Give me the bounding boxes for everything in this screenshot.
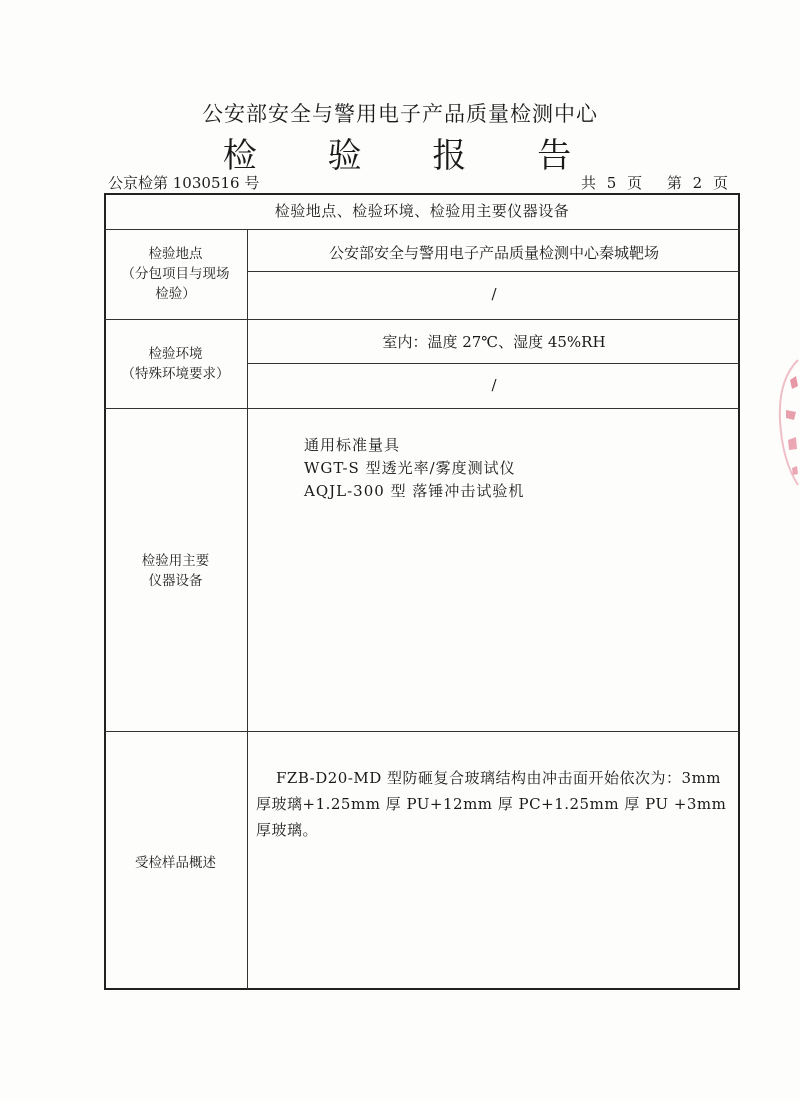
row-divider xyxy=(104,408,740,409)
report-title: 检 验 报 告 xyxy=(222,136,602,176)
page-info xyxy=(567,172,728,193)
report-number: 公京检第 1030516 号 xyxy=(108,174,260,192)
environment-value: 室内：温度 27℃、湿度 45%RH xyxy=(382,333,606,351)
equipment-label xyxy=(104,551,247,591)
section-title: 检验地点、检验环境、检验用主要仪器设备 xyxy=(274,202,570,220)
sample-label xyxy=(104,853,247,873)
environment-subvalue: / xyxy=(491,376,497,394)
page-number: 第 2 页 xyxy=(666,174,728,192)
location-label-line: （分包项目与现场 xyxy=(121,266,230,282)
subrow-divider xyxy=(248,363,740,364)
total-pages: 共 5 页 xyxy=(581,174,643,192)
seal-stamp-fragment xyxy=(768,340,800,500)
equipment-label-line: 检验用主要 xyxy=(141,553,210,569)
environment-label-line: （特殊环境要求） xyxy=(121,366,230,382)
environment-label xyxy=(104,344,247,384)
location-label xyxy=(104,244,247,304)
location-label-line: 检验） xyxy=(155,286,196,302)
location-label-line: 检验地点 xyxy=(148,246,203,262)
equipment-item: WGT-S 型透光率/雾度测试仪 xyxy=(304,459,516,477)
equipment-item: AQJL-300 型 落锤冲击试验机 xyxy=(304,482,525,500)
location-subvalue: / xyxy=(491,285,497,303)
location-value: 公安部安全与警用电子产品质量检测中心秦城靶场 xyxy=(328,244,659,262)
row-divider xyxy=(104,319,740,320)
header-divider xyxy=(104,229,740,230)
subrow-divider xyxy=(248,271,740,272)
environment-label-line: 检验环境 xyxy=(148,346,203,362)
equipment-item: 通用标准量具 xyxy=(304,436,401,454)
organization-title: 公安部安全与警用电子产品质量检测中心 xyxy=(202,102,598,126)
row-divider xyxy=(104,731,740,732)
equipment-list xyxy=(304,434,524,503)
sample-description: FZB-D20-MD 型防砸复合玻璃结构由冲击面开始依次为：3mm 厚玻璃+1.25mm 厚 PU+12mm 厚 PC+1.25mm 厚 PU +3mm 厚玻璃。 xyxy=(256,769,727,839)
sample-label-line: 受检样品概述 xyxy=(135,855,216,871)
equipment-label-line: 仪器设备 xyxy=(148,573,203,589)
